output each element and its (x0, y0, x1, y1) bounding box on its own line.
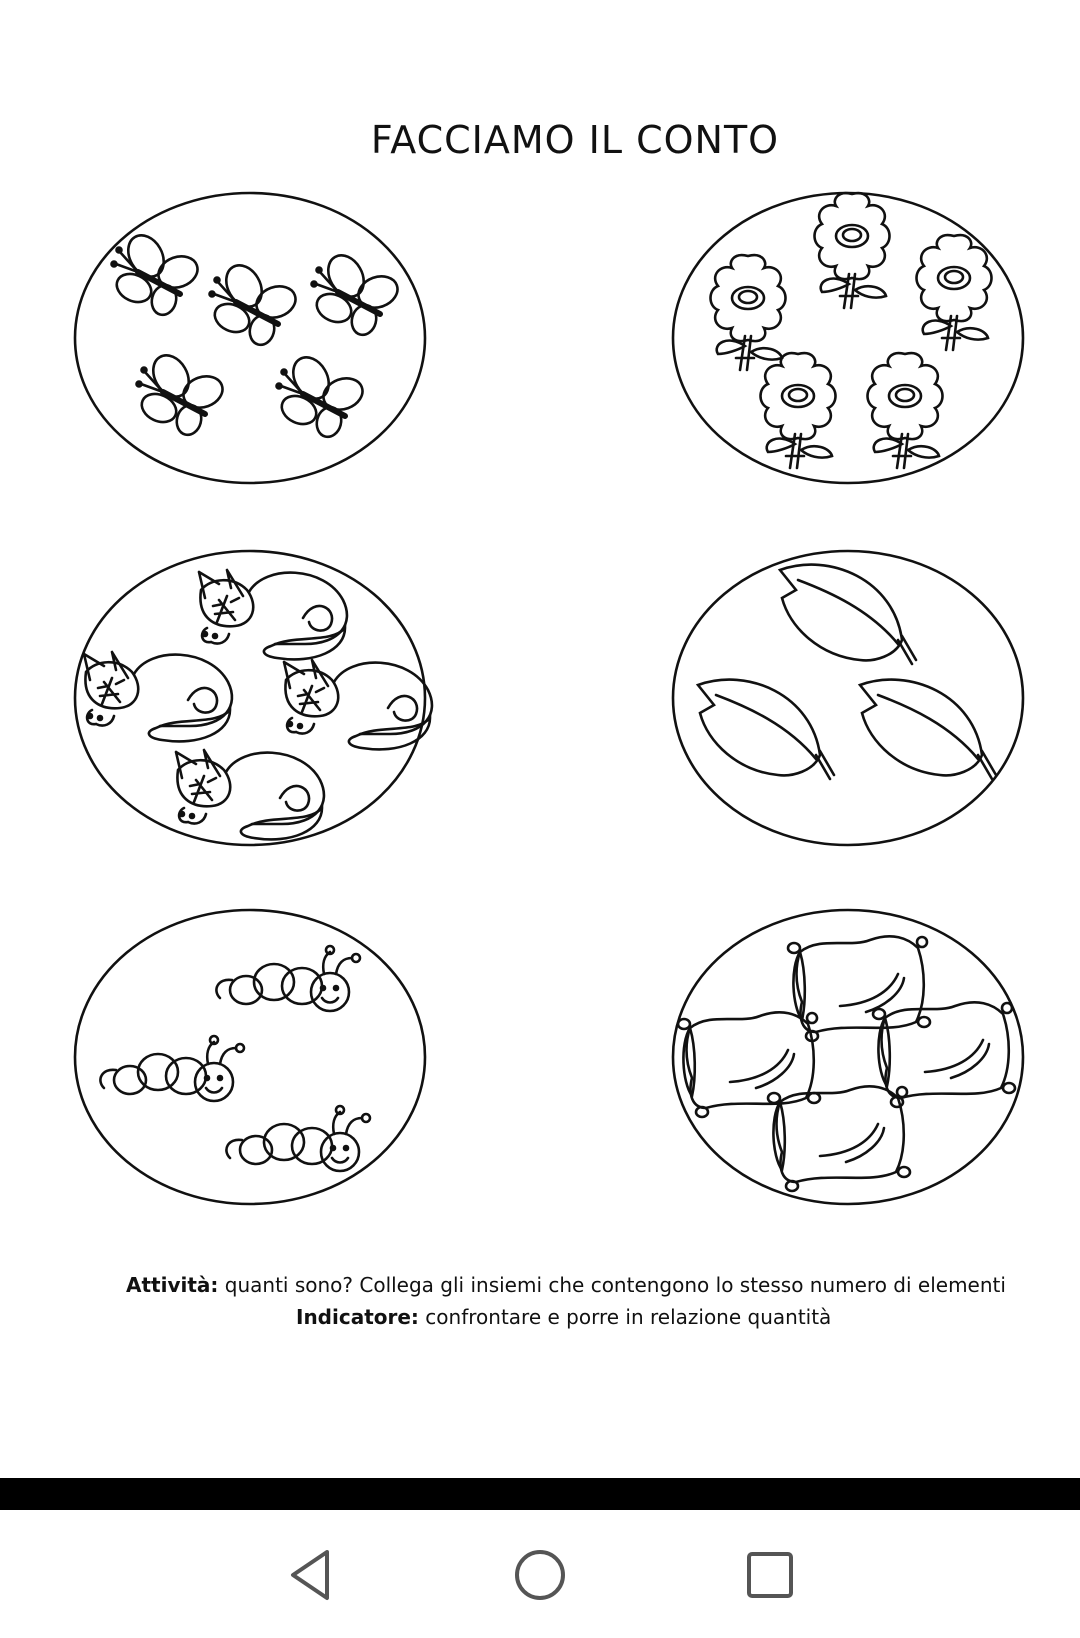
home-button[interactable] (505, 1540, 575, 1610)
back-triangle-icon (275, 1540, 345, 1610)
system-navigation-bar (0, 1510, 1080, 1638)
set-butterflies (75, 193, 425, 483)
home-circle-icon (505, 1540, 575, 1610)
indicator-text: confrontare e porre in relazione quantità (418, 1305, 832, 1329)
recent-apps-square-icon (735, 1540, 805, 1610)
bottom-divider-bar (0, 1478, 1080, 1510)
activity-label: Attività: (126, 1273, 219, 1297)
indicator-label: Indicatore: (296, 1305, 419, 1329)
set-pillows (673, 910, 1023, 1204)
set-leaves (673, 551, 1023, 845)
indicator-instruction (296, 1305, 831, 1329)
activity-instruction (126, 1273, 1006, 1297)
activity-text: quanti sono? Collega gli insiemi che contengono lo stesso numero di elementi (218, 1273, 1006, 1297)
recent-apps-button[interactable] (735, 1540, 805, 1610)
set-caterpillars (75, 910, 425, 1204)
set-flowers (673, 193, 1023, 483)
back-button[interactable] (275, 1540, 345, 1610)
worksheet-title: FACCIAMO IL CONTO (370, 118, 780, 162)
set-cats (75, 551, 432, 845)
